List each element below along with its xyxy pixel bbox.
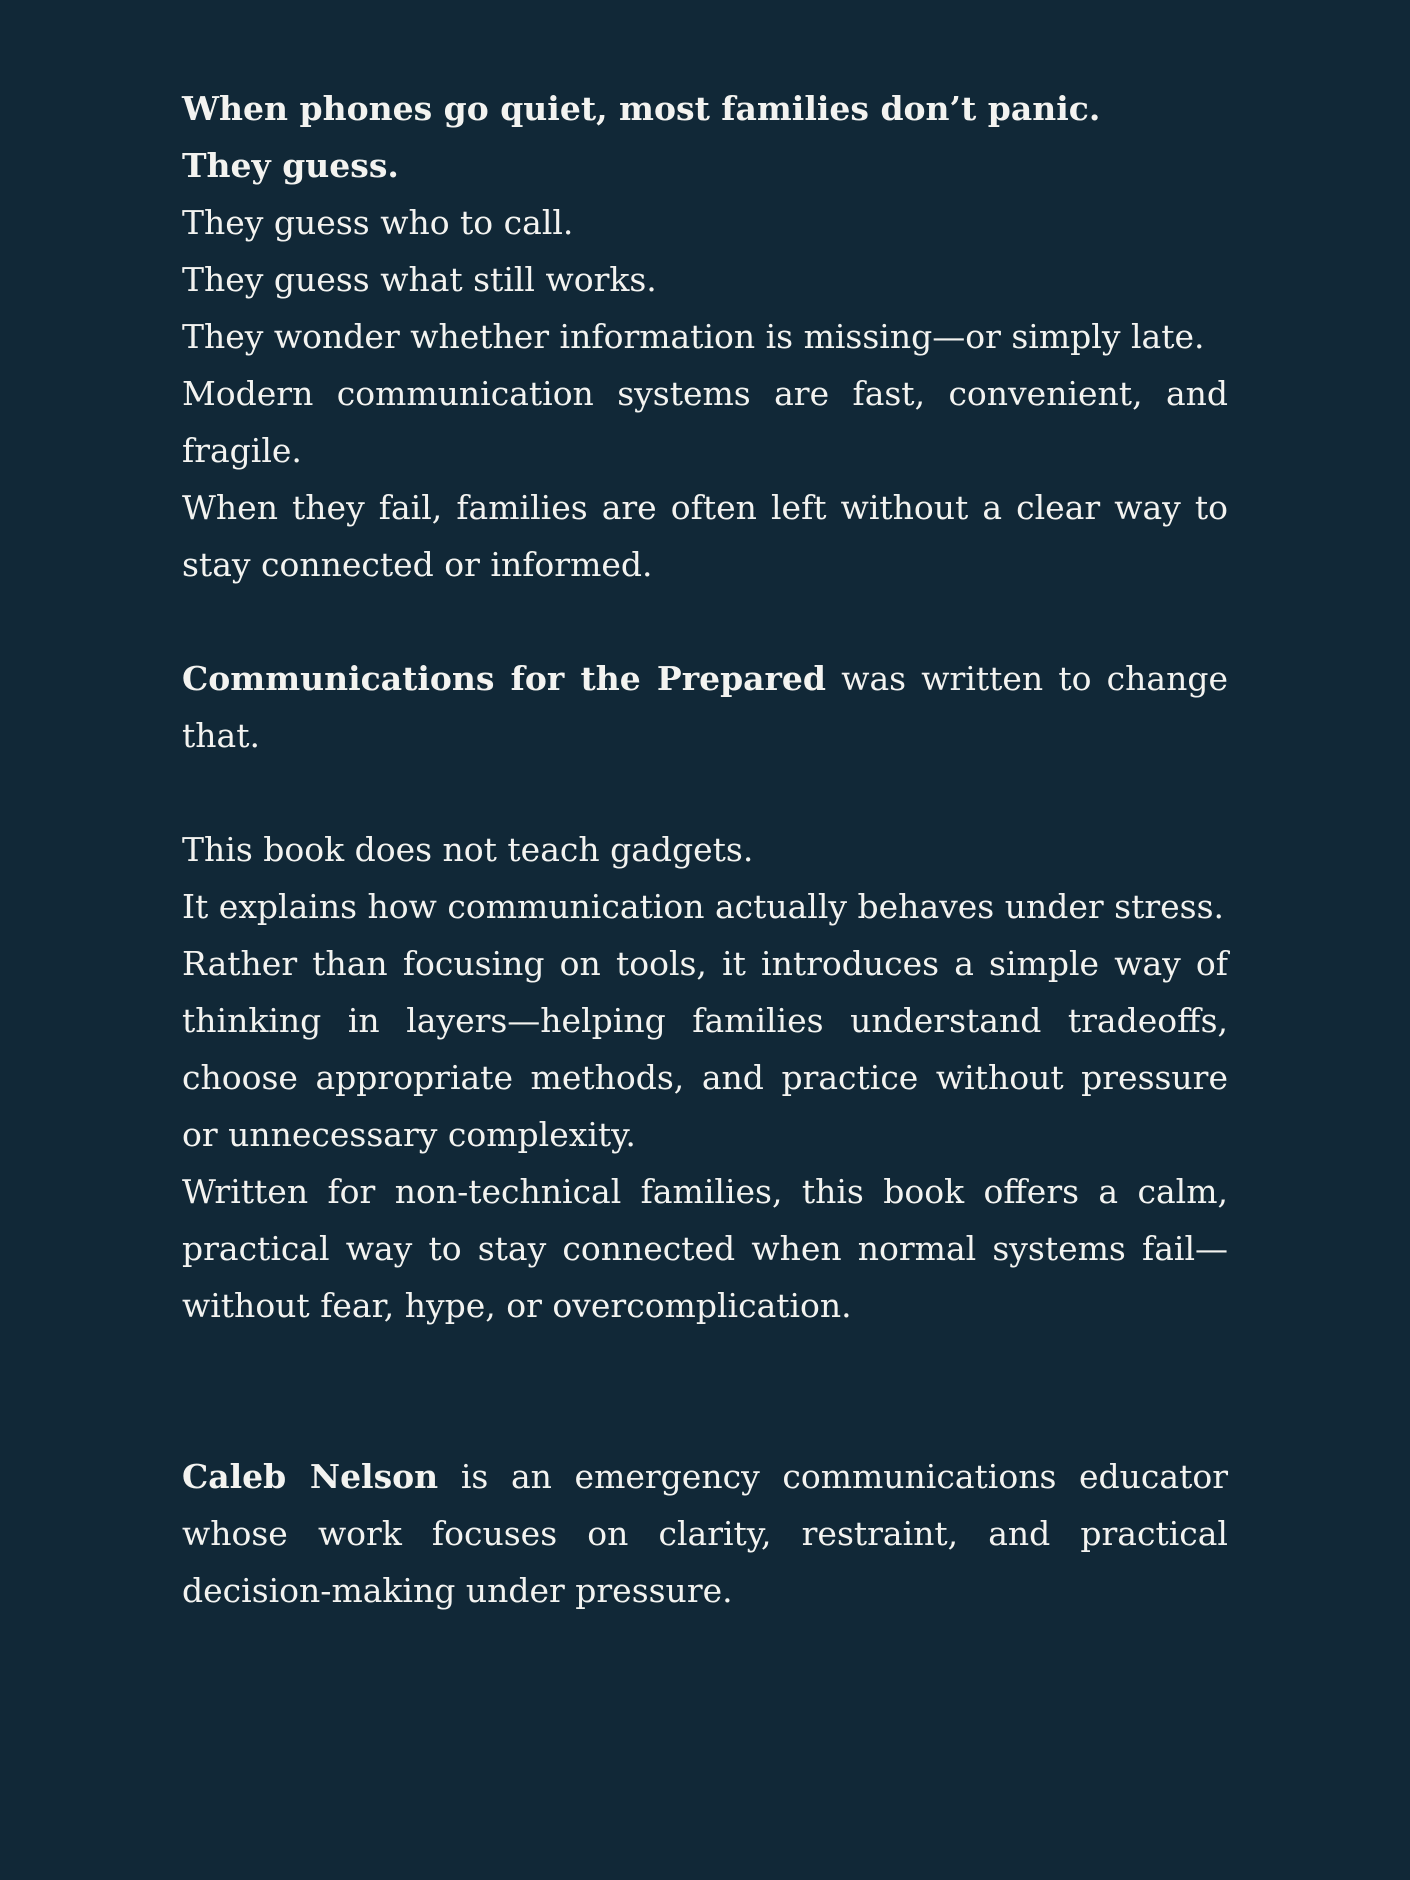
author-bio-text: is an emergency communications educator whose work focuses on clarity, restraint, and practical decision-making under pressure. xyxy=(182,1457,1228,1610)
book-title-suffix: was written to change that. xyxy=(182,659,1228,755)
description-line: Written for non-technical families, this book offers a calm, practical way to stay connected when normal systems fail—without fear, hype, or overcomplication. xyxy=(182,1172,1228,1325)
intro-line: They guess who to call. xyxy=(182,203,574,242)
spacer xyxy=(182,1334,1228,1448)
book-statement xyxy=(182,650,1228,764)
intro-line: They wonder whether information is missing—or simply late. xyxy=(182,317,1205,356)
spacer xyxy=(182,764,1228,821)
author-name: Caleb Nelson xyxy=(182,1457,439,1496)
headline: When phones go quiet, most families don’t panic. xyxy=(182,89,1101,128)
spacer xyxy=(182,593,1228,650)
author-bio xyxy=(182,1448,1228,1619)
intro-line: They guess what still works. xyxy=(182,260,657,299)
subhead: They guess. xyxy=(182,146,399,185)
description-line: This book does not teach gadgets. xyxy=(182,830,754,869)
book-title: Communications for the Prepared xyxy=(182,659,826,698)
intro-line: Modern communication systems are fast, convenient, and fragile. xyxy=(182,374,1228,470)
intro-line: When they fail, families are often left without a clear way to stay connected or informed. xyxy=(182,488,1228,584)
back-cover-text xyxy=(182,80,1228,1619)
description-line: Rather than focusing on tools, it introduces a simple way of thinking in layers—helping families understand tradeoffs, choose appropriate methods, and practice without pressure or unnecessary complexity. xyxy=(182,944,1228,1154)
description-line: It explains how communication actually behaves under stress. xyxy=(182,887,1224,926)
